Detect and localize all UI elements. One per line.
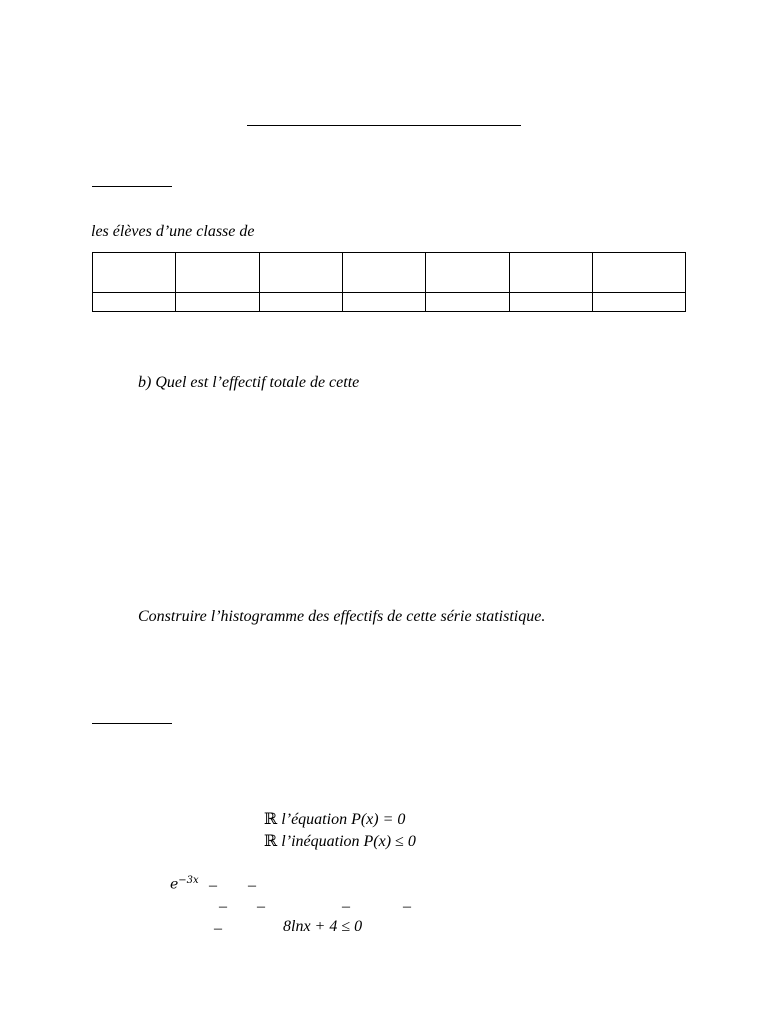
table-row — [93, 253, 686, 293]
table-cell — [593, 253, 686, 293]
dash: – — [403, 898, 411, 915]
log-inequality: 8lnx + 4 ≤ 0 — [283, 918, 363, 935]
frequency-table — [92, 252, 686, 312]
question-b: b) Quel est l’effectif totale de cette — [138, 374, 360, 391]
table-cell — [342, 253, 425, 293]
title-underline — [247, 125, 521, 126]
table-cell — [593, 293, 686, 312]
exercise-2-heading-underline — [92, 723, 172, 724]
table-row — [93, 293, 686, 312]
real-numbers-symbol: ℝ — [264, 811, 278, 828]
exercise-1-intro: les élèves d’une classe de — [91, 223, 255, 240]
dash: – — [214, 920, 222, 937]
equation-text: l’équation P(x) = 0 — [281, 811, 406, 828]
real-numbers-symbol: ℝ — [264, 833, 278, 850]
equation-line — [264, 811, 405, 829]
dash: – — [248, 877, 256, 894]
inequation-text: l’inéquation P(x) ≤ 0 — [281, 833, 416, 850]
table-cell — [176, 293, 259, 312]
table-cell — [259, 293, 342, 312]
dash: – — [219, 898, 227, 915]
histogram-instruction: Construire l’histogramme des effectifs de cette série statistique. — [138, 608, 546, 625]
table-cell — [176, 253, 259, 293]
table-cell — [426, 253, 509, 293]
exponential-term: $e^{-3x}$ — [170, 875, 199, 893]
table-cell — [509, 293, 592, 312]
dash: – — [342, 898, 350, 915]
table-cell — [426, 293, 509, 312]
inequation-line — [264, 833, 416, 851]
dash: – — [209, 877, 217, 894]
dash: – — [257, 898, 265, 915]
table-cell — [93, 293, 176, 312]
table-cell — [342, 293, 425, 312]
exercise-1-heading-underline — [92, 186, 172, 187]
table-cell — [259, 253, 342, 293]
table-cell — [93, 253, 176, 293]
table-cell — [509, 253, 592, 293]
